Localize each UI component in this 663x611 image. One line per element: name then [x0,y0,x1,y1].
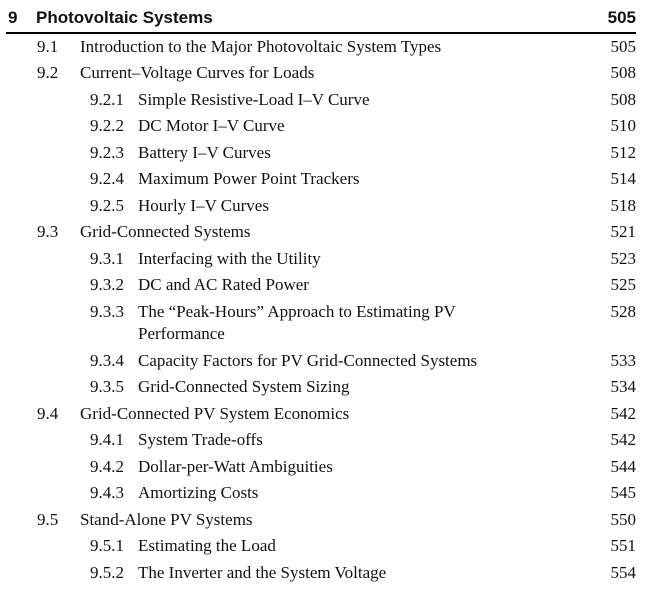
entry-number: 9.3 [37,222,59,241]
entry-number: 9.2.2 [90,116,124,135]
entry-number: 9.5.1 [90,536,124,555]
entry-page: 533 [610,351,636,370]
entry-page: 508 [610,63,636,82]
entry-title: System Trade-offs [138,430,263,449]
chapter-heading [6,6,636,34]
entry-number: 9.1 [37,37,59,56]
entry-number: 9.4 [37,404,59,423]
entry-title: Current–Voltage Curves for Loads [80,63,315,82]
entry-number: 9.2.1 [90,90,124,109]
entry-page: 510 [610,116,636,135]
entry-number: 9.2 [37,63,59,82]
entry-title: Stand-Alone PV Systems [80,510,253,529]
entry-page: 518 [610,196,636,215]
chapter-title: Photovoltaic Systems [36,8,213,27]
entry-title: Hourly I–V Curves [138,196,269,215]
entry-number: 9.5 [37,510,59,529]
entry-number: 9.3.1 [90,249,124,268]
entry-number: 9.4.2 [90,457,124,476]
entry-page: 550 [610,510,636,529]
entry-title: DC Motor I–V Curve [138,116,285,135]
entry-number: 9.3.4 [90,351,124,370]
entry-number: 9.3.3 [90,302,124,321]
entry-title: Simple Resistive-Load I–V Curve [138,90,370,109]
entry-number: 9.4.3 [90,483,124,502]
entry-title: Estimating the Load [138,536,276,555]
entry-title: Grid-Connected PV System Economics [80,404,350,423]
entry-page: 525 [610,275,636,294]
entry-title: Battery I–V Curves [138,143,271,162]
entry-page: 505 [610,37,636,56]
entry-title: The “Peak-Hours” Approach to Estimating PV Performance [138,302,456,343]
entry-number: 9.2.3 [90,143,124,162]
entry-page: 551 [610,536,636,555]
entry-page: 544 [610,457,636,476]
entry-title: Introduction to the Major Photovoltaic System Types [80,37,442,56]
entry-number: 9.5.2 [90,563,124,582]
entry-number: 9.3.2 [90,275,124,294]
entry-page: 528 [610,302,636,321]
entry-number: 9.4.1 [90,430,124,449]
chapter-number: 9 [8,8,18,27]
entry-page: 508 [610,90,636,109]
entry-number: 9.2.5 [90,196,124,215]
entry-number: 9.2.4 [90,169,124,188]
entry-title: Maximum Power Point Trackers [138,169,360,188]
entry-title: Amortizing Costs [138,483,259,502]
entry-title: DC and AC Rated Power [138,275,309,294]
entry-page: 534 [610,377,636,396]
entry-page: 512 [610,143,636,162]
entry-number: 9.3.5 [90,377,124,396]
entry-title: Capacity Factors for PV Grid-Connected Systems [138,351,478,370]
entry-page: 542 [610,430,636,449]
entry-page: 514 [610,169,636,188]
entry-page: 542 [610,404,636,423]
entry-page: 523 [610,249,636,268]
entry-title: Grid-Connected Systems [80,222,251,241]
entry-page: 554 [610,563,636,582]
entry-title: Dollar-per-Watt Ambiguities [138,457,333,476]
entry-title: Grid-Connected System Sizing [138,377,350,396]
chapter-page: 505 [607,8,636,27]
entry-page: 521 [610,222,636,241]
entry-title: The Inverter and the System Voltage [138,563,387,582]
entry-page: 545 [610,483,636,502]
entry-title: Interfacing with the Utility [138,249,321,268]
